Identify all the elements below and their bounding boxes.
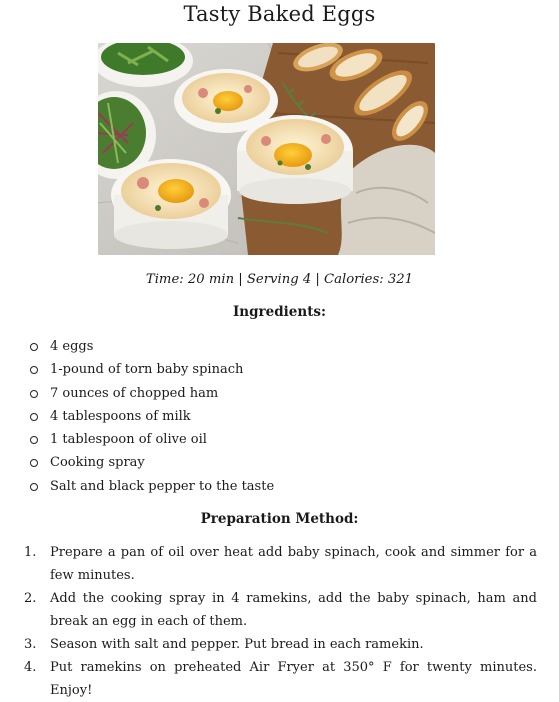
list-item [24, 656, 537, 702]
ingredients-heading: Ingredients: [232, 304, 327, 320]
ingredient-text: 4 eggs [50, 339, 94, 354]
step-number: 1. [24, 545, 37, 560]
list-item [24, 541, 537, 587]
list-item [28, 337, 274, 360]
bullet-circle-icon [30, 343, 38, 351]
step-number: 2. [24, 591, 37, 606]
ingredients-list [28, 337, 274, 500]
page-title: Tasty Baked Eggs [183, 2, 376, 26]
step-number: 3. [24, 637, 37, 652]
list-item [28, 407, 274, 430]
list-item [24, 633, 537, 656]
step-number: 4. [24, 660, 37, 675]
ingredient-text: Salt and black pepper to the taste [50, 478, 275, 494]
ingredient-text: 7 ounces of chopped ham [50, 385, 219, 401]
ingredient-text: 1-pound of torn baby spinach [50, 362, 244, 378]
bullet-circle-icon [30, 366, 38, 374]
list-item [28, 430, 274, 453]
bullet-circle-icon [30, 436, 38, 444]
baked-eggs-photo [98, 43, 435, 255]
step-text: Add the cooking spray in 4 ramekins, add the baby spinach, ham and break an egg in each of them. [50, 591, 537, 629]
bullet-circle-icon [30, 413, 38, 421]
list-item [28, 453, 274, 476]
bullet-circle-icon [30, 390, 38, 398]
ingredient-text: 1 tablespoon of olive oil [50, 432, 207, 448]
method-heading: Preparation Method: [200, 511, 359, 527]
list-item [28, 360, 274, 383]
list-item [24, 587, 537, 633]
step-text: Put ramekins on preheated Air Fryer at 350° F for twenty minutes. Enjoy! [50, 660, 537, 698]
ingredient-text: 4 tablespoons of milk [50, 408, 191, 424]
step-text: Season with salt and pepper. Put bread in each ramekin. [50, 637, 424, 652]
ingredient-text: Cooking spray [50, 455, 145, 471]
recipe-meta: Time: 20 min | Serving 4 | Calories: 321 [145, 272, 414, 287]
method-list [24, 541, 537, 702]
bullet-circle-icon [30, 459, 38, 467]
list-item [28, 384, 274, 407]
bullet-circle-icon [30, 483, 38, 491]
list-item [28, 477, 274, 500]
step-text: Prepare a pan of oil over heat add baby spinach, cook and simmer for a few minutes. [50, 545, 537, 583]
